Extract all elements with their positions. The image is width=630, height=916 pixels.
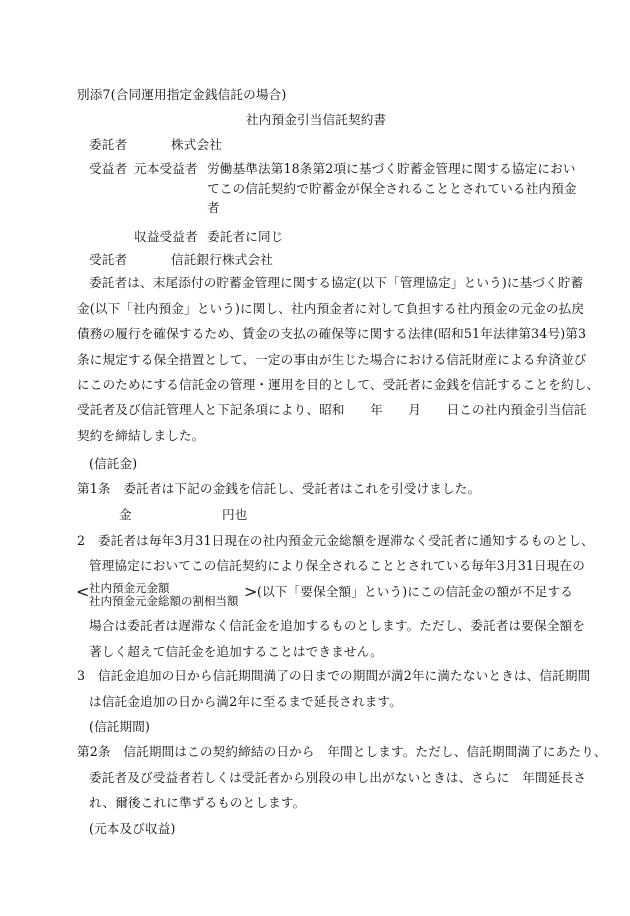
settlor-label: 委託者 (89, 137, 128, 152)
article1-para2: 場合は委託者は遅滞なく信託金を追加するものとします。ただし、委託者は要保全額を (89, 618, 585, 633)
article1-para2: (以下「要保全額」という)にこの信託金の額が不足する (257, 584, 573, 599)
choice-close-bracket: > (244, 582, 258, 601)
principal-beneficiary-text: 者 (207, 200, 220, 215)
preamble-line: 債務の履行を確保するため、賃金の支払の確保等に関する法律(昭和51年法律第34号)第3 (77, 326, 587, 341)
principal-beneficiary-text: てこの信託契約で貯蓄金が保全されることとされている社内預金 (207, 181, 577, 196)
preamble-line: 金(以下「社内預金」という)に関し、社内預金者に対して負担する社内預金の元金の払戻 (77, 301, 585, 316)
income-beneficiary-label: 収益受益者 (134, 229, 198, 244)
income-beneficiary-value: 委託者に同じ (207, 229, 284, 244)
preamble-line: 契約を締結しました。 (77, 428, 205, 443)
preamble-line: 委託者は、末尾添付の貯蓄金管理に関する協定(以下「管理協定」という)に基づく貯蓄 (89, 275, 584, 290)
article2-text: れ、爾後これに準ずるものとします。 (89, 795, 306, 810)
principal-beneficiary-text: 労働基準法第18条第2項に基づく貯蓄金管理に関する協定におい (207, 161, 576, 176)
article3-heading: (元本及び収益) (89, 821, 176, 836)
preamble-line: にこのためにする信託金の管理・運用を目的として、受託者に金銭を信託することを約し、 (77, 377, 600, 392)
choice-option: 社内預金元金額 (89, 581, 170, 595)
article2-heading: (信託期間) (89, 719, 151, 734)
article1-para3: 3 信託金追加の日から信託期間満了の日までの期間が満2年に満たないときは、信託期間 (77, 668, 591, 683)
article1-para2: 2 委託者は毎年3月31日現在の社内預金元金総額を遅滞なく受託者に通知するものとし、 (77, 533, 594, 548)
page-title: 社内預金引当信託契約書 (246, 112, 387, 127)
settlor-value: 株式会社 (171, 137, 222, 152)
principal-beneficiary-label: 元本受益者 (134, 161, 198, 176)
amount-suffix: 円也 (222, 507, 248, 522)
article2-text: 第2条 信託期間はこの契約締結の日から 年間とします。ただし、信託期間満了にあたり、 (77, 744, 607, 759)
choice-option: 社内預金元金総額の割相当額 (89, 594, 239, 608)
trustee-value: 信託銀行株式会社 (171, 252, 273, 267)
beneficiary-label: 受益者 (89, 161, 128, 176)
choice-open-bracket: < (76, 582, 90, 601)
trustee-label: 受託者 (89, 252, 128, 267)
preamble-line: 受託者及び信託管理人と下記条項により、昭和 年 月 日この社内預金引当信託 (77, 402, 587, 417)
choice-options (89, 582, 239, 608)
article1-para3: は信託金追加の日から満2年に至るまで延長されます。 (89, 694, 403, 709)
preamble-line: 条に規定する保全措置として、一定の事由が生じた場合における信託財産による弁済並び (77, 352, 587, 367)
article1-para2: 管理協定においてこの信託契約により保全されることとされている毎年3月31日現在の (89, 558, 586, 573)
article2-text: 委託者及び受益者若しくは受託者から別段の申し出がないときは、さらに 年間延長さ (89, 770, 587, 785)
article1-text: 第1条 委託者は下記の金銭を信託し、受託者はこれを引受けました。 (77, 481, 481, 496)
article1-heading: (信託金) (89, 456, 138, 471)
article1-para2: 著しく超えて信託金を追加することはできません。 (89, 644, 383, 659)
appendix-label: 別添7(合同運用指定金銭信託の場合) (77, 87, 287, 102)
amount-prefix: 金 (119, 507, 132, 522)
